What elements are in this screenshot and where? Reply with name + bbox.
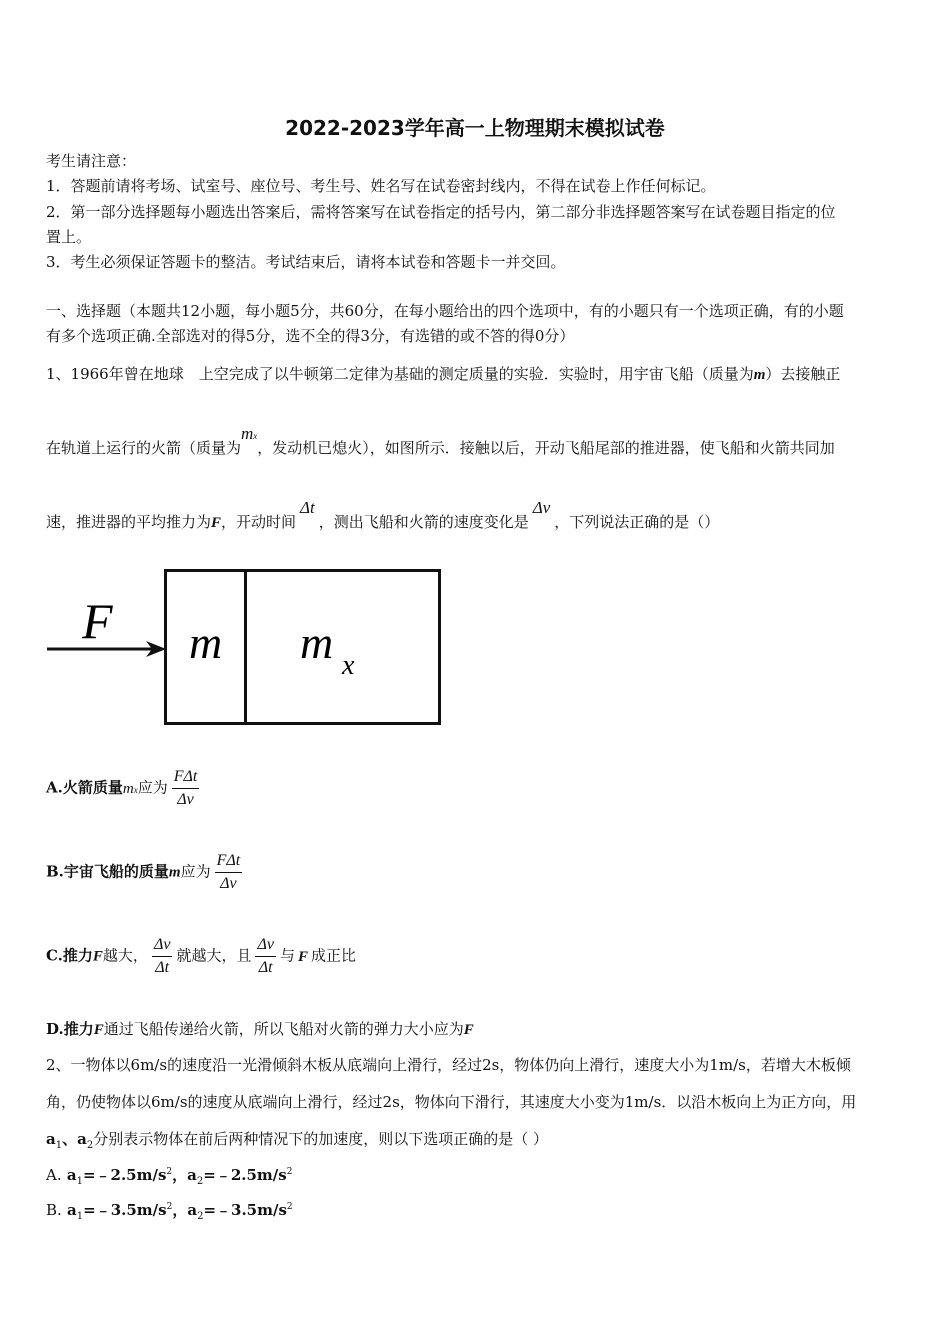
page-title: 2022-2023学年高一上物理期末模拟试卷 [285,116,665,140]
q1-text: ，测出飞船和火箭的速度变化是 [318,513,529,531]
q2-line-3: $a_1$、$a_2$分别表示物体在前后两种情况下的加速度，则以下选项正确的是（ ） [46,1130,548,1151]
option-text: B.宇宙飞船的质量 [46,862,169,881]
option-fraction: $\frac{\text{FΔt}}{\Delta v}$ [216,852,241,892]
q1-text: 速，推进器的平均推力为 [46,513,212,531]
q1-line-2 [46,424,835,460]
section-heading: 一、选择题（本题共12小题，每小题5分，共60分，在每小题给出的四个选项中，有的小题只有一个选项正确，有的小题 [46,302,844,320]
force-label: F [82,593,113,649]
option-text: A.火箭质量 [46,778,123,797]
q1-var-F: F [211,515,222,531]
q1-figure [44,566,444,728]
q2-option-a: A. $a_1=﹣2.5m/s^2$，$a_2=﹣2.5m/s^2$ [46,1166,293,1187]
q2-option-b: B. $a_1=﹣3.5m/s^2$，$a_2=﹣3.5m/s^2$ [46,1201,293,1222]
block-label-mx-sub: x [342,650,355,681]
option-text: 与 [279,946,295,965]
notice-item-2: 2．第一部分选择题每小题选出答案后，需将答案写在试卷指定的括号内，第二部分非选择题答案写在试卷题目指定的位 [46,203,836,221]
option-text: 成正比 [310,946,356,965]
option-var-F: F [92,948,103,965]
notice-heading: 考生请注意： [46,152,137,170]
option-text: 通过飞船传递给火箭，所以飞船对火箭的弹力大小应为 [103,1020,464,1038]
q1-text: 在轨道上运行的火箭（质量为 [46,439,242,457]
q1-option-d [46,1019,474,1040]
option-text: 应为 [137,778,168,797]
block-label-mx: m [300,617,334,668]
q1-line-3 [46,498,720,533]
option-var-F: F [93,1022,104,1038]
option-text: D.推力 [46,1020,94,1038]
option-text: 就越大，且 [176,946,252,965]
block-label-m: m [189,617,223,668]
q1-var-dv: Δv [532,498,551,517]
notice-item-1: 1．答题前请将考场、试室号、座位号、考生号、姓名写在试卷密封线内，不得在试卷上作任何标记。 [46,177,716,195]
option-var-m: m [168,864,181,881]
q1-var-mx: mx [241,424,258,443]
q1-text: ，开动时间 [221,513,297,531]
option-var-F: F [297,948,308,965]
option-fraction: $\frac{\Delta v}{\Delta t}$ [257,936,274,976]
q1-text: 1、1966年曾在地球 上空完成了以牛顿第二定律为基础的测定质量的实验．实验时，用宇宙飞船（质量为 [46,365,754,383]
option-text: 越大， [102,946,148,965]
q1-option-c [46,936,356,977]
option-text: C.推力 [46,946,93,965]
q2-line-2: 角，仍使物体以6m/s的速度从底端向上滑行，经过2s，物体向下滑行，其速度大小变为1m/s．以沿木板向上为正方向，用 [46,1093,857,1111]
q1-var-dt: Δt [300,498,315,517]
option-text: 应为 [180,862,211,881]
option-fraction: $\frac{\Delta v}{\Delta t}$ [153,936,171,976]
section-heading-cont: 有多个选项正确.全部选对的得5分，选不全的得3分，有选错的或不答的得0分） [46,327,575,345]
q1-text: ）去接触正 [765,365,841,383]
option-var-mx: mx [122,780,138,797]
q1-text: ，发动机已熄火），如图所示．接触以后，开动飞船尾部的推进器，使飞船和火箭共同加 [257,439,835,457]
q1-var-m: m [753,367,766,383]
notice-item-2-cont: 置上。 [46,228,92,246]
option-fraction: $\frac{\text{FΔt}}{\Delta v}$ [173,768,198,808]
q1-option-b [46,852,246,893]
q2-line-1: 2、一物体以6m/s的速度沿一光滑倾斜木板从底端向上滑行，经过2s，物体仍向上滑行，速度大小为1m/s，若增大木板倾 [46,1056,851,1074]
option-var-F: F [463,1022,474,1038]
notice-item-3: 3．考生必须保证答题卡的整洁。考试结束后，请将本试卷和答题卡一并交回。 [46,253,566,271]
q1-option-a [46,768,203,809]
q1-line-1 [46,364,840,385]
q1-text: ，下列说法正确的是（） [554,513,720,531]
